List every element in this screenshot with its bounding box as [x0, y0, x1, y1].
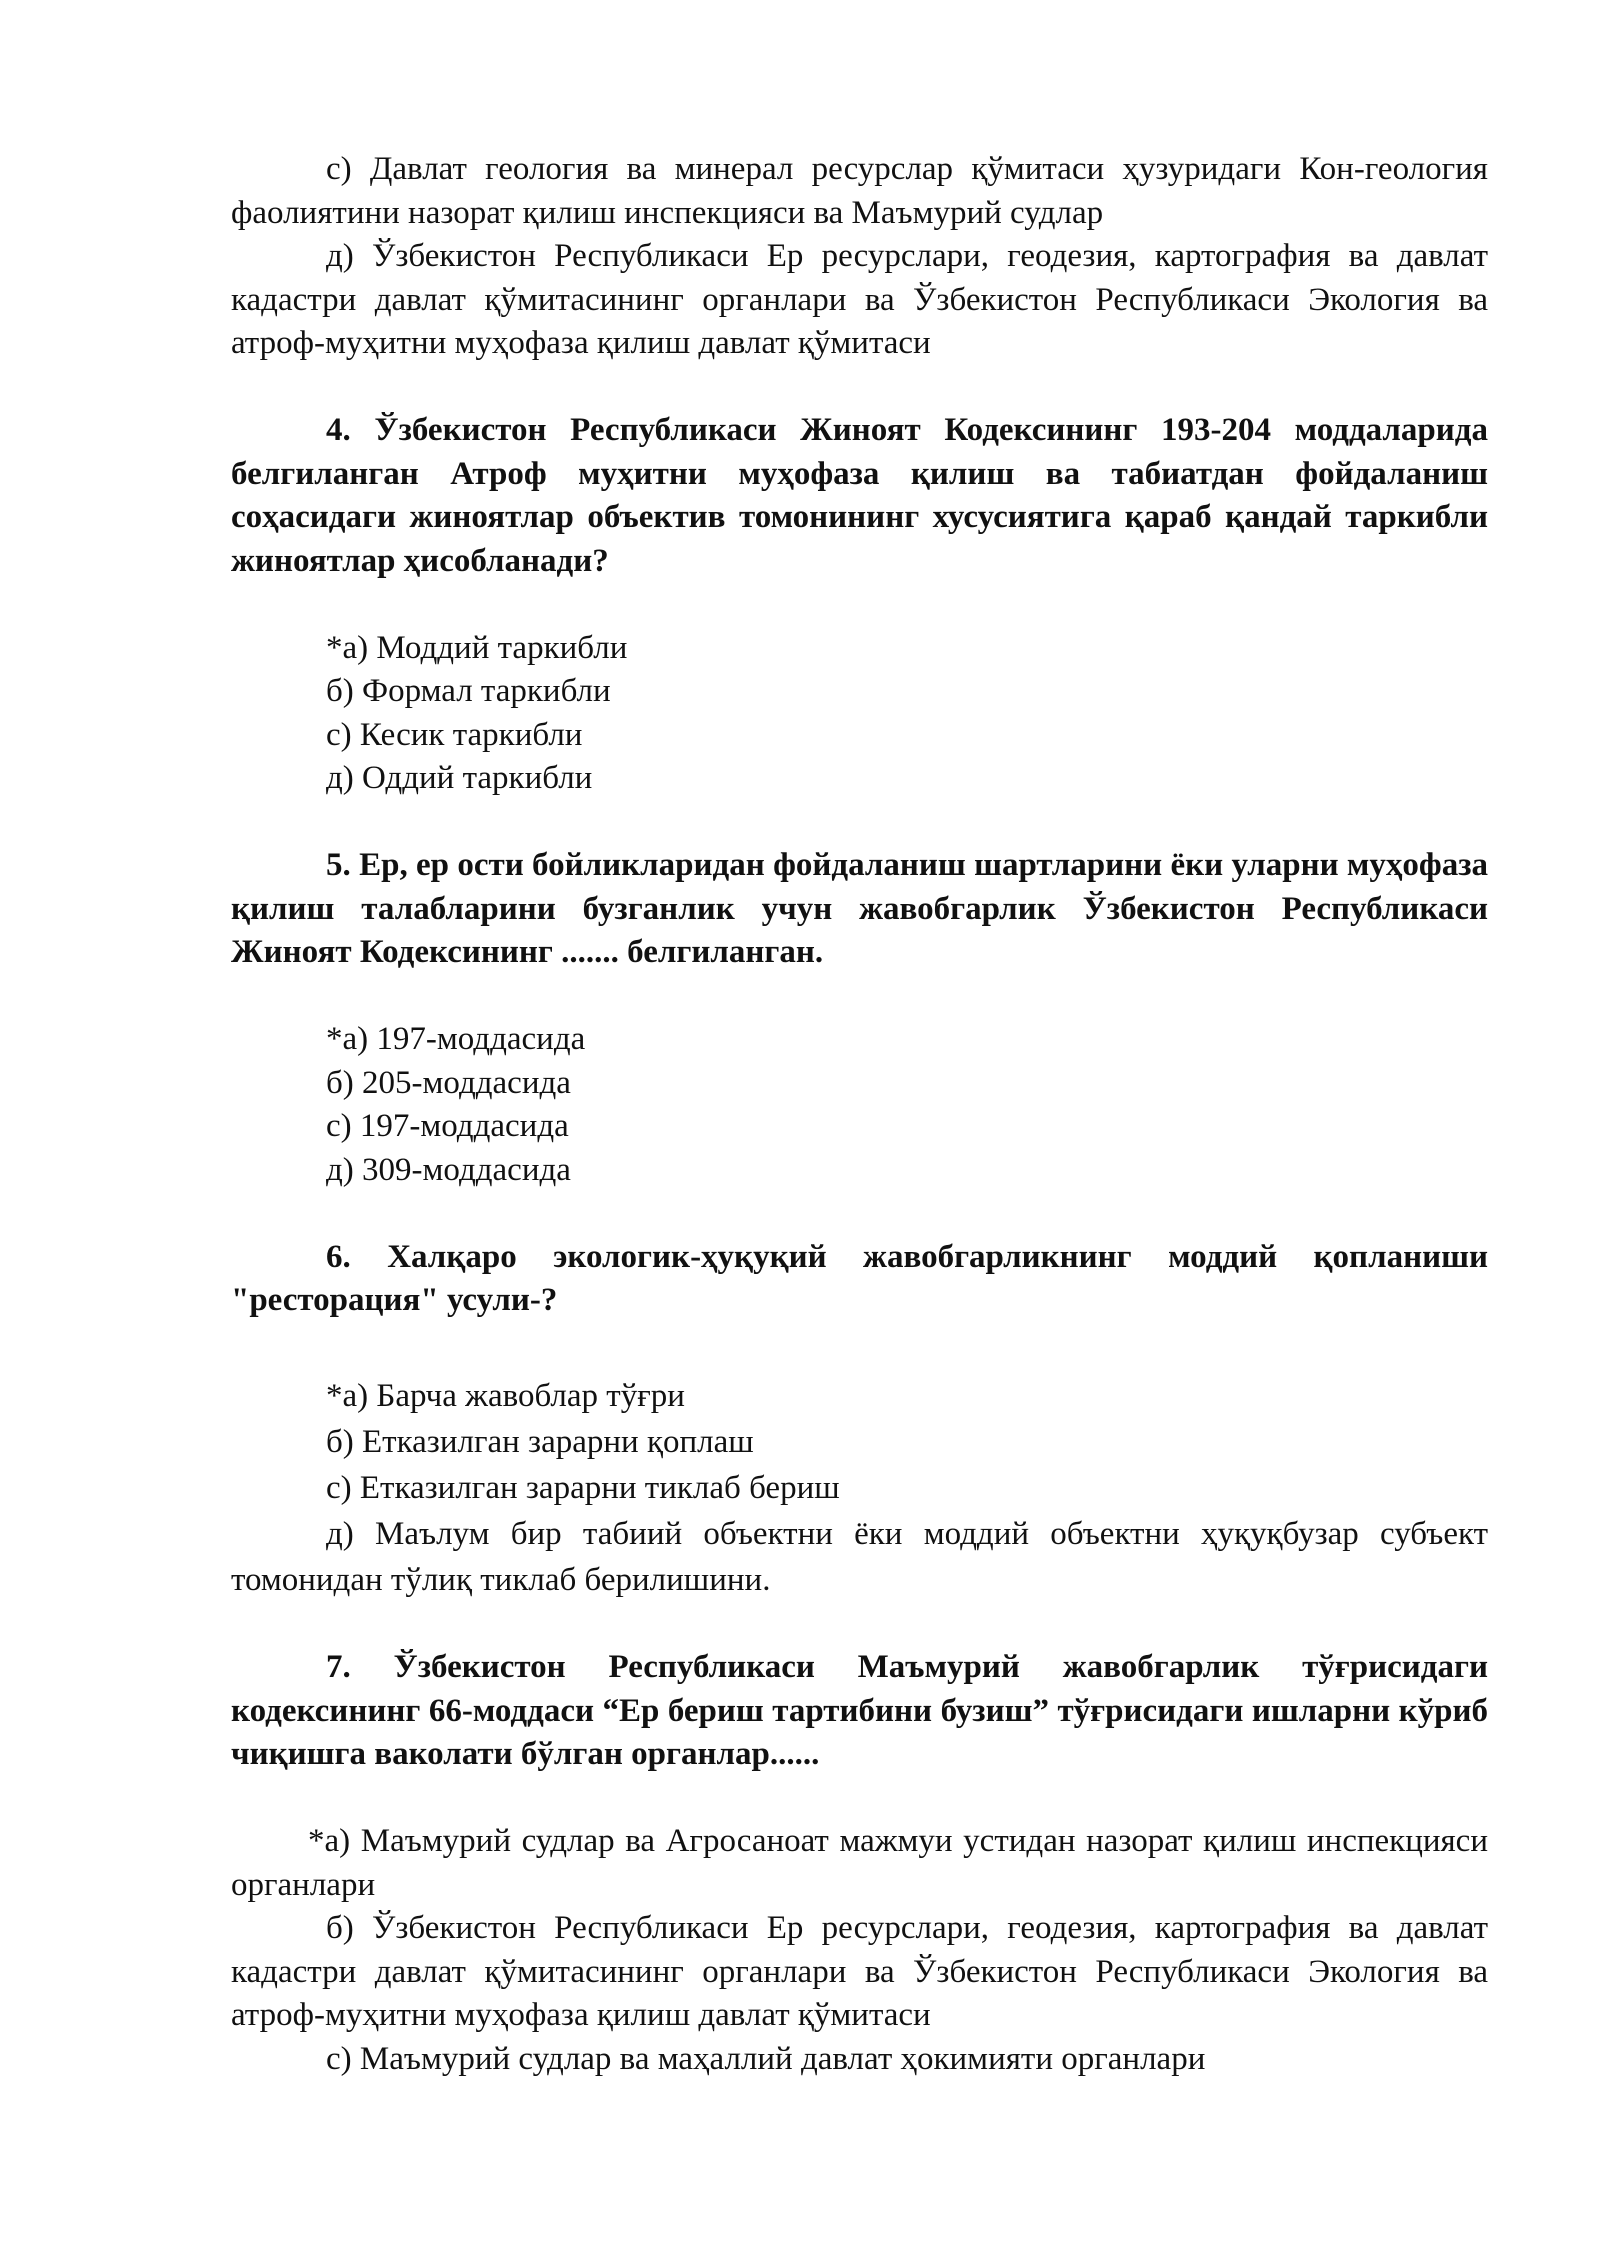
q7-option-c: с) Маъмурий судлар ва маҳаллий давлат ҳокимияти органлари	[326, 2040, 1206, 2077]
q3-option-d: д) Ўзбекистон Республикаси Ер ресурслари, геодезия, картография ва давлат кадастри давлат қўмитасининг органлари ва Ўзбекистон Республикаси Экология ва атроф-муҳитни муҳофаза қилиш давлат қўмитаси	[231, 238, 1488, 361]
question-6: 6. Халқаро экологик-ҳуқуқий жавобгарликнинг моддий қопланиши "ресторация" усули-?	[231, 1238, 1488, 1318]
q5-option-c: с) 197-моддасида	[326, 1108, 569, 1144]
q4-option-b: б) Формал таркибли	[326, 673, 611, 709]
q6-option-a: *а) Барча жавоблар тўғри	[326, 1377, 685, 1414]
document-page	[231, 148, 1488, 2081]
q7-option-b: б) Ўзбекистон Республикаси Ер ресурслари, геодезия, картография ва давлат кадастри давлат қўмитасининг органлари ва Ўзбекистон Республикаси Экология ва атроф-муҳитни муҳофаза қилиш давлат қўмитаси	[231, 1910, 1488, 2033]
q4-option-c: с) Кесик таркибли	[326, 716, 583, 753]
q4-option-a: *а) Моддий таркибли	[326, 629, 628, 666]
q6-option-d: д) Маълум бир табиий объектни ёки моддий объектни ҳуқуқбузар субъект томонидан тўлиқ тиклаб берилишини.	[231, 1515, 1488, 1598]
q4-option-d: д) Оддий таркибли	[326, 760, 593, 796]
q6-option-c: с) Етказилган зарарни тиклаб бериш	[326, 1469, 840, 1506]
q3-option-c: с) Давлат геология ва минерал ресурслар қўмитаси ҳузуридаги Кон-геология фаолиятини назорат қилиш инспекцияси ва Маъмурий судлар	[231, 151, 1488, 231]
question-4: 4. Ўзбекистон Республикаси Жиноят Кодексининг 193-204 моддаларида белгиланган Атроф муҳитни муҳофаза қилиш ва табиатдан фойдаланиш соҳасидаги жиноятлар объектив томонининг хусусиятига қараб қандай таркибли жиноятлар ҳисобланади?	[231, 412, 1488, 579]
q5-option-d: д) 309-моддасида	[326, 1151, 571, 1188]
question-7: 7. Ўзбекистон Республикаси Маъмурий жавобгарлик тўғрисидаги кодексининг 66-моддаси “Ер бериш тартибини бузиш” тўғрисидаги ишларни кўриб чиқишга ваколати бўлган органлар......	[231, 1649, 1488, 1772]
q5-option-a: *а) 197-моддасида	[326, 1021, 586, 1057]
q5-option-b: б) 205-моддасида	[326, 1064, 571, 1101]
question-5: 5. Ер, ер ости бойликларидан фойдаланиш шартларини ёки уларни муҳофаза қилиш талабларини бузганлик учун жавобгарлик Ўзбекистон Республикаси Жиноят Кодексининг ....... белгиланган.	[231, 847, 1488, 970]
q7-option-a: *а) Маъмурий судлар ва Агросаноат мажмуи устидан назорат қилиш инспекцияси органлари	[231, 1823, 1488, 1903]
q6-option-b: б) Етказилган зарарни қоплаш	[326, 1423, 754, 1460]
